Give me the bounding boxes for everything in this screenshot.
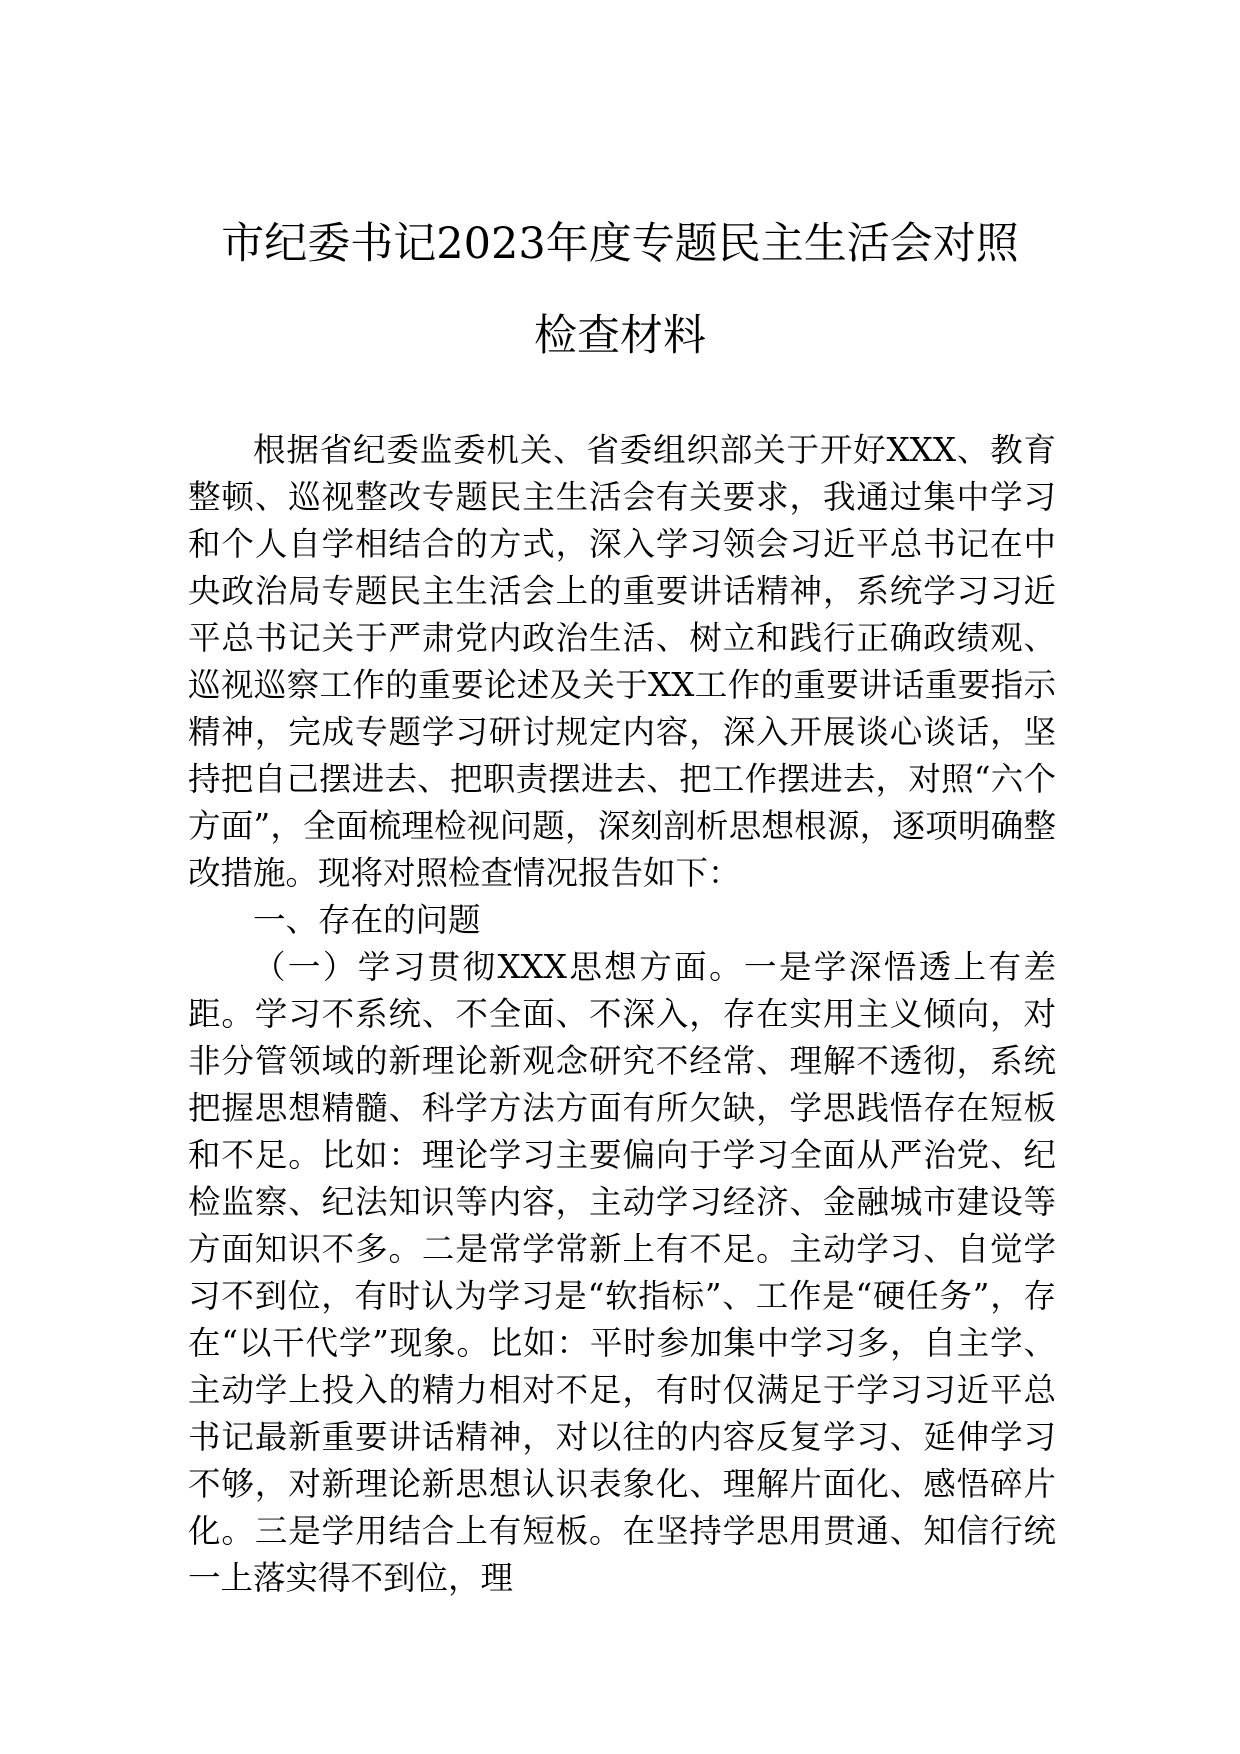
section-heading: 一、存在的问题 — [253, 901, 481, 939]
document-title-line-2: 检查材料 — [534, 311, 706, 361]
intro-paragraph: 根据省纪委监委机关、省委组织部关于开好XXX、教育整顿、巡视整改专题民主生活会有关要求，我通过集中学习和个人自学相结合的方式，深入学习领会习近平总书记在中央政治局专题民主生活会上的重要讲话精神，系统学习习近平总书记关于严肃党内政治生活、树立和践行正确政绩观、巡视巡察工作的重要论述及关于XX工作的重要讲话重要指示精神，完成专题学习研讨规定内容，深入开展谈心谈话，坚持把自己摆进去、把职责摆进去、把工作摆进去，对照“六个方面”，全面梳理检视问题，深刻剖析思想根源，逐项明确整改措施。现将对照检查情况报告如下： — [188, 431, 1056, 892]
section-paragraph: （一）学习贯彻XXX思想方面。一是学深悟透上有差距。学习不系统、不全面、不深入，存在实用主义倾向，对非分管领域的新理论新观念研究不经常、理解不透彻，系统把握思想精髓、科学方法方面有所欠缺，学思践悟存在短板和不足。比如：理论学习主要偏向于学习全面从严治党、纪检监察、纪法知识等内容，主动学习经济、金融城市建设等方面知识不多。二是常学常新上有不足。主动学习、自觉学习不到位，有时认为学习是“软指标”、工作是“硬任务”，存在“以干代学”现象。比如：平时参加集中学习多，自主学、主动学上投入的精力相对不足，有时仅满足于学习习近平总书记最新重要讲话精神，对以往的内容反复学习、延伸学习不够，对新理论新思想认识表象化、理解片面化、感悟碎片化。三是学用结合上有短板。在坚持学思用贯通、知信行统一上落实得不到位，理 — [188, 948, 1056, 1597]
document-title-line-1: 市纪委书记2023年度专题民主生活会对照 — [221, 219, 1019, 269]
document-body — [188, 427, 1056, 1602]
